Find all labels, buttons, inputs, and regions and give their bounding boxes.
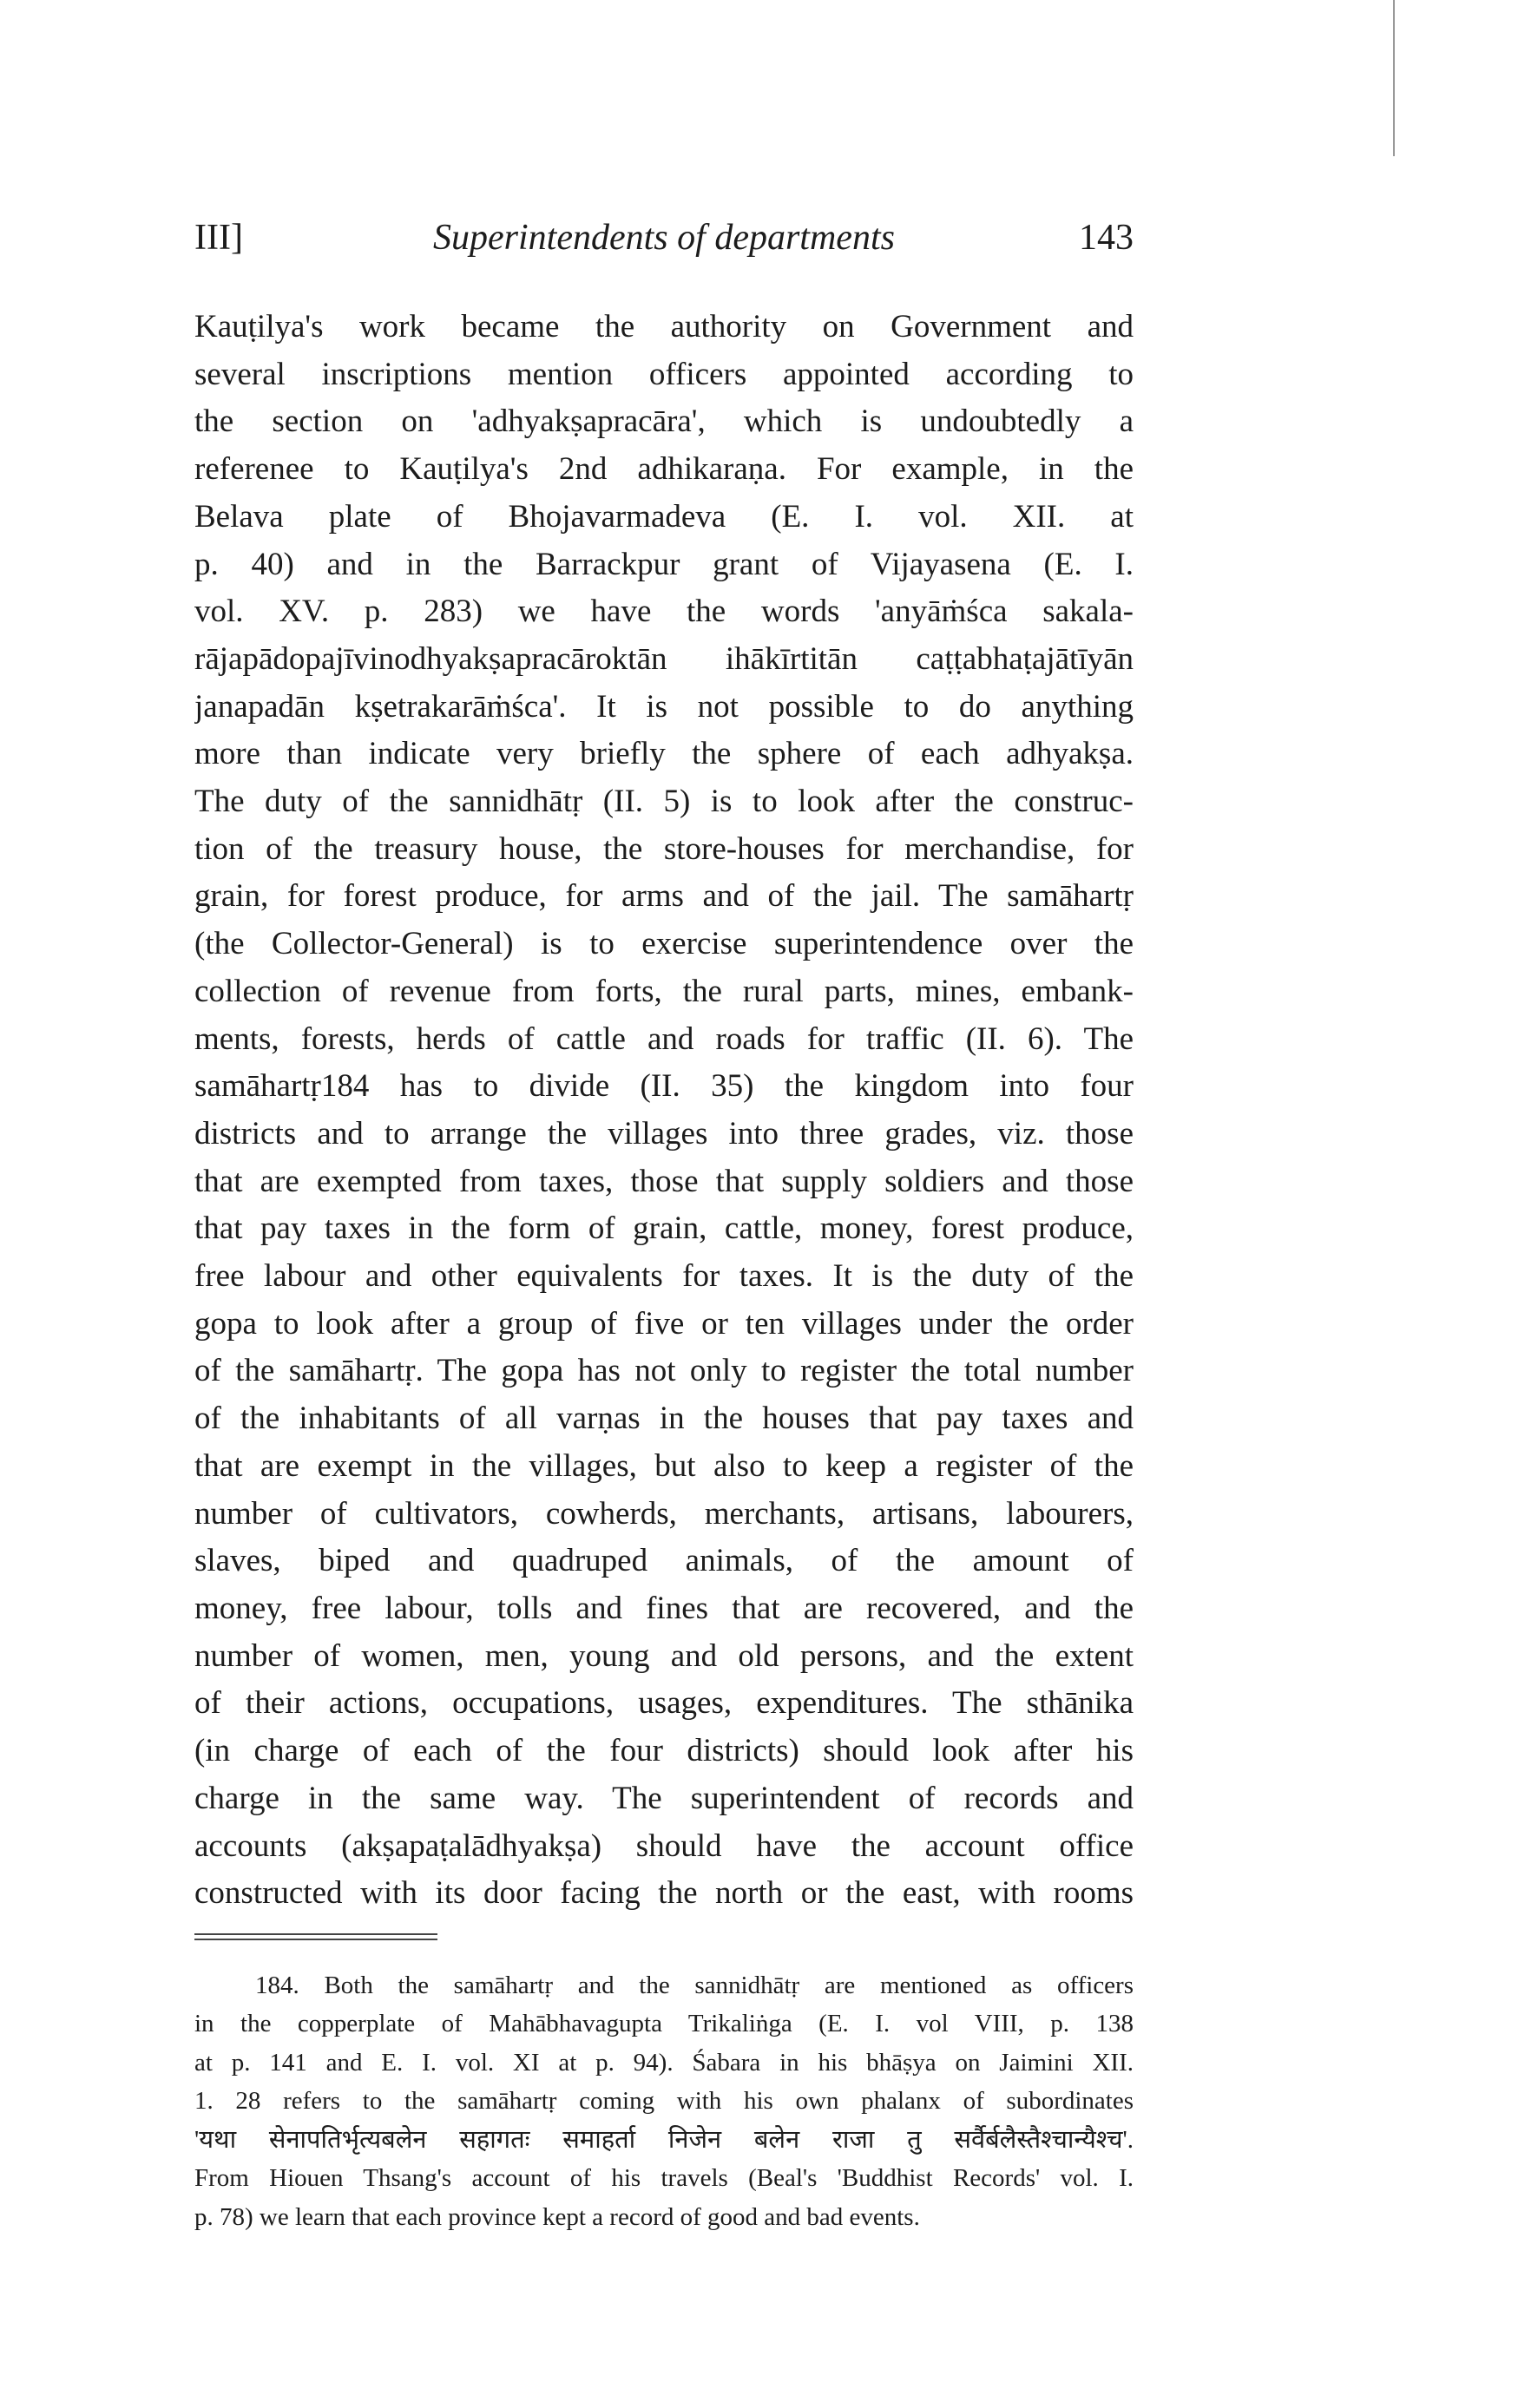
body-line: referenee to Kauṭilya's 2nd adhikaraṇa. For example, in the [194,451,1134,488]
body-line: constructed with its door facing the north or the east, with rooms [194,1875,1134,1912]
body-line: charge in the same way. The superintendent of records and [194,1780,1134,1816]
body-line: The duty of the sannidhātṛ (II. 5) is to look after the construc- [194,784,1134,820]
body-line: slaves, biped and quadruped animals, of the amount of [194,1543,1134,1579]
body-line: gopa to look after a group of five or ten villages under the order [194,1305,1134,1342]
body-line: samāhartṛ184 has to divide (II. 35) the kingdom into four [194,1068,1134,1105]
body-line: rājapādopajīvinodhyakṣapracāroktān ihākīrtitān caṭṭabhaṭajātīyān [194,640,1134,677]
body-line: p. 40) and in the Barrackpur grant of Vijayasena (E. I. [194,546,1134,582]
body-line: of the samāhartṛ. The gopa has not only to register the total number [194,1353,1134,1389]
body-line: vol. XV. p. 283) we have the words 'anyāṁśca sakala- [194,594,1134,630]
body-line: free labour and other equivalents for taxes. It is the duty of the [194,1258,1134,1295]
body-line: Belava plate of Bhojavarmadeva (E. I. vol. XII. at [194,498,1134,535]
body-line: the section on 'adhyakṣapracāra', which is undoubtedly a [194,404,1134,440]
body-line: (in charge of each of the four districts) should look after his [194,1733,1134,1769]
footnote-line: 184. Both the samāhartṛ and the sannidhātṛ are mentioned as officers [255,1971,1134,1999]
body-line: that pay taxes in the form of grain, cattle, money, forest produce, [194,1211,1134,1247]
body-line: number of cultivators, cowherds, merchants, artisans, labourers, [194,1495,1134,1532]
footnote [194,1966,1134,2237]
body-line: janapadān kṣetrakarāṁśca'. It is not possible to do anything [194,688,1134,725]
footnote-line: p. 78) we learn that each province kept a record of good and bad events. [194,2202,920,2231]
footnote-line: in the copperplate of Mahābhavagupta Trikaliṅga (E. I. vol VIII, p. 138 [194,2010,1134,2038]
footnote-line: 'यथा सेनापतिर्भृत्यबलेन सहागतः समाहर्ता निजेन बलेन राजा तु सर्वैर्बलैस्तैश्चान्यैश्च'. [194,2125,1134,2154]
chapter-number: III] [194,218,243,258]
body-line: of their actions, occupations, usages, expenditures. The sthānika [194,1685,1134,1722]
page-number: 143 [1079,218,1134,258]
body-line: tion of the treasury house, the store-houses for merchandise, for [194,830,1134,867]
body-line: grain, for forest produce, for arms and of the jail. The samāhartṛ [194,878,1134,915]
body-line: (the Collector-General) is to exercise superintendence over the [194,926,1134,962]
body-text [194,304,1134,1918]
body-line: accounts (akṣapaṭalādhyakṣa) should have the account office [194,1827,1134,1864]
footnote-line: at p. 141 and E. I. vol. XI at p. 94). Śabara in his bhāṣya on Jaimini XII. [194,2048,1134,2077]
body-line: number of women, men, young and old persons, and the extent [194,1637,1134,1674]
body-line: districts and to arrange the villages into three grades, viz. those [194,1115,1134,1152]
body-line: Kauṭilya's work became the authority on Government and [194,309,1134,344]
body-line: more than indicate very briefly the sphere of each adhyakṣa. [194,736,1134,772]
book-page [194,200,1134,2236]
body-line: that are exempt in the villages, but also to keep a register of the [194,1447,1134,1484]
footnote-rule [194,1933,437,1940]
body-line: ments, forests, herds of cattle and roads for traffic (II. 6). The [194,1020,1134,1057]
running-title: Superintendents of departments [433,218,895,258]
body-line: several inscriptions mention officers appointed according to [194,356,1134,392]
footnote-line: From Hiouen Thsang's account of his travels (Beal's 'Buddhist Records' vol. I. [194,2164,1134,2193]
body-line: money, free labour, tolls and fines that are recovered, and the [194,1590,1134,1626]
footnote-line: 1. 28 refers to the samāhartṛ coming with his own phalanx of subordinates [194,2087,1134,2116]
page-header [194,200,1134,269]
page-edge-line [1393,0,1395,156]
body-line: collection of revenue from forts, the rural parts, mines, embank- [194,973,1134,1009]
body-line: of the inhabitants of all varṇas in the houses that pay taxes and [194,1401,1134,1437]
body-line: that are exempted from taxes, those that supply soldiers and those [194,1163,1134,1199]
